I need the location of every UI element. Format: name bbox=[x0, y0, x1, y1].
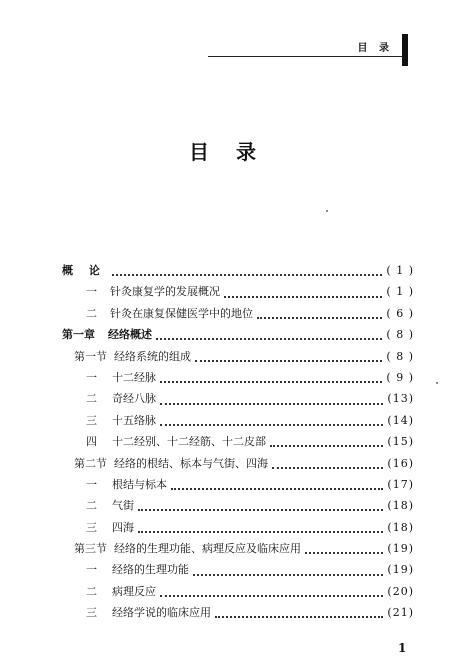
toc-entry bbox=[62, 561, 414, 582]
toc-entry bbox=[62, 540, 414, 561]
toc-leader-dots bbox=[160, 423, 383, 426]
toc-entry-page: ( 8 ) bbox=[386, 349, 414, 363]
toc-entry-title: 奇经八脉 bbox=[112, 392, 156, 406]
running-header: 目 录 bbox=[357, 43, 393, 54]
toc-entry bbox=[62, 305, 414, 326]
toc-leader-dots bbox=[171, 487, 383, 490]
toc-leader-dots bbox=[257, 316, 382, 319]
toc-entry bbox=[62, 412, 414, 433]
toc-entry-page: (18) bbox=[387, 520, 414, 534]
toc-entry-page: ( 6 ) bbox=[386, 306, 414, 320]
toc-entry-page: ( 1 ) bbox=[386, 285, 414, 299]
toc-entry bbox=[62, 433, 414, 454]
header-rule bbox=[208, 56, 408, 57]
toc-entry bbox=[62, 348, 414, 369]
toc-leader-dots bbox=[270, 444, 383, 447]
toc-entry-title: 十二经别、十二经筋、十二皮部 bbox=[112, 435, 266, 449]
toc-entry-page: (13) bbox=[387, 392, 414, 406]
toc-entry-title: 针灸在康复保健医学中的地位 bbox=[110, 306, 253, 320]
toc-leader-dots bbox=[224, 295, 382, 298]
toc-leader-dots bbox=[160, 402, 383, 405]
toc-entry-title: 经络概述 bbox=[108, 328, 152, 342]
toc-leader-dots bbox=[138, 508, 383, 511]
toc-entry-page: (19) bbox=[387, 563, 414, 577]
toc-entry-page: ( 8 ) bbox=[386, 328, 414, 342]
toc-entry-number: 第三节 bbox=[74, 542, 107, 556]
toc-entry-title: 经络的根结、标本与气街、四海 bbox=[114, 456, 268, 470]
toc-entry-title: 根结与标本 bbox=[112, 477, 167, 491]
toc-leader-dots bbox=[215, 615, 383, 618]
toc-entry bbox=[62, 604, 414, 625]
header-tab-marker bbox=[402, 34, 408, 66]
toc-entry-page: (14) bbox=[387, 413, 414, 427]
toc-leader-dots bbox=[138, 530, 383, 533]
toc-entry bbox=[62, 455, 414, 476]
toc-leader-dots bbox=[272, 466, 383, 469]
toc-entry-title: 气街 bbox=[112, 499, 134, 513]
page-number: 1 bbox=[398, 641, 407, 655]
toc-entry-number: 第一章 bbox=[62, 328, 95, 342]
toc-entry-title: 病理反应 bbox=[112, 584, 156, 598]
toc-entry-number: 第一节 bbox=[74, 349, 107, 363]
toc-entry bbox=[62, 326, 414, 347]
toc-entry-number: 二 bbox=[86, 306, 97, 320]
toc-entry-number: 第二节 bbox=[74, 456, 107, 470]
toc-entry-title: 经络系统的组成 bbox=[114, 349, 191, 363]
toc-entry-number: 一 bbox=[86, 477, 97, 491]
toc-entry bbox=[62, 476, 414, 497]
toc-entry-page: (19) bbox=[387, 542, 414, 556]
toc-entry-page: (15) bbox=[387, 435, 414, 449]
toc-entry bbox=[62, 519, 414, 540]
toc-entry bbox=[62, 262, 414, 283]
toc-entry-number: 三 bbox=[86, 520, 97, 534]
toc-entry-page: ( 1 ) bbox=[386, 264, 414, 277]
toc-entry-number: 二 bbox=[86, 584, 97, 598]
toc-entry bbox=[62, 390, 414, 411]
toc-leader-dots bbox=[112, 273, 382, 276]
toc-leader-dots bbox=[193, 573, 383, 576]
table-of-contents bbox=[62, 262, 414, 626]
toc-entry-number: 一 bbox=[86, 563, 97, 577]
toc-entry-number: 概 论 bbox=[62, 264, 106, 277]
toc-entry-page: (20) bbox=[387, 584, 414, 598]
toc-entry-page: (18) bbox=[387, 499, 414, 513]
toc-leader-dots bbox=[160, 594, 383, 597]
toc-entry-title: 经络的生理功能、病理反应及临床应用 bbox=[114, 542, 301, 556]
toc-entry-title: 十五络脉 bbox=[112, 413, 156, 427]
toc-leader-dots bbox=[156, 337, 382, 340]
toc-entry-number: 一 bbox=[86, 285, 97, 299]
toc-entry-number: 一 bbox=[86, 370, 97, 384]
page-title: 目 录 bbox=[189, 140, 266, 164]
scan-speck bbox=[326, 210, 328, 212]
toc-entry-page: ( 9 ) bbox=[386, 370, 414, 384]
toc-leader-dots bbox=[305, 551, 383, 554]
toc-entry-number: 四 bbox=[86, 435, 97, 449]
toc-leader-dots bbox=[160, 380, 382, 383]
toc-entry-number: 三 bbox=[86, 413, 97, 427]
toc-entry-title: 经络的生理功能 bbox=[112, 563, 189, 577]
toc-entry-title: 四海 bbox=[112, 520, 134, 534]
toc-entry-title: 经络学说的临床应用 bbox=[112, 606, 211, 620]
toc-entry-title: 针灸康复学的发展概况 bbox=[110, 285, 220, 299]
toc-entry-page: (16) bbox=[387, 456, 414, 470]
scan-speck bbox=[436, 382, 438, 384]
toc-entry-title: 十二经脉 bbox=[112, 370, 156, 384]
toc-entry-page: (21) bbox=[387, 606, 414, 620]
toc-entry-number: 三 bbox=[86, 606, 97, 620]
toc-entry-page: (17) bbox=[387, 477, 414, 491]
toc-entry-number: 二 bbox=[86, 392, 97, 406]
toc-entry bbox=[62, 497, 414, 518]
toc-entry bbox=[62, 369, 414, 390]
toc-entry-number: 二 bbox=[86, 499, 97, 513]
toc-entry bbox=[62, 583, 414, 604]
toc-entry bbox=[62, 283, 414, 304]
toc-leader-dots bbox=[195, 359, 382, 362]
